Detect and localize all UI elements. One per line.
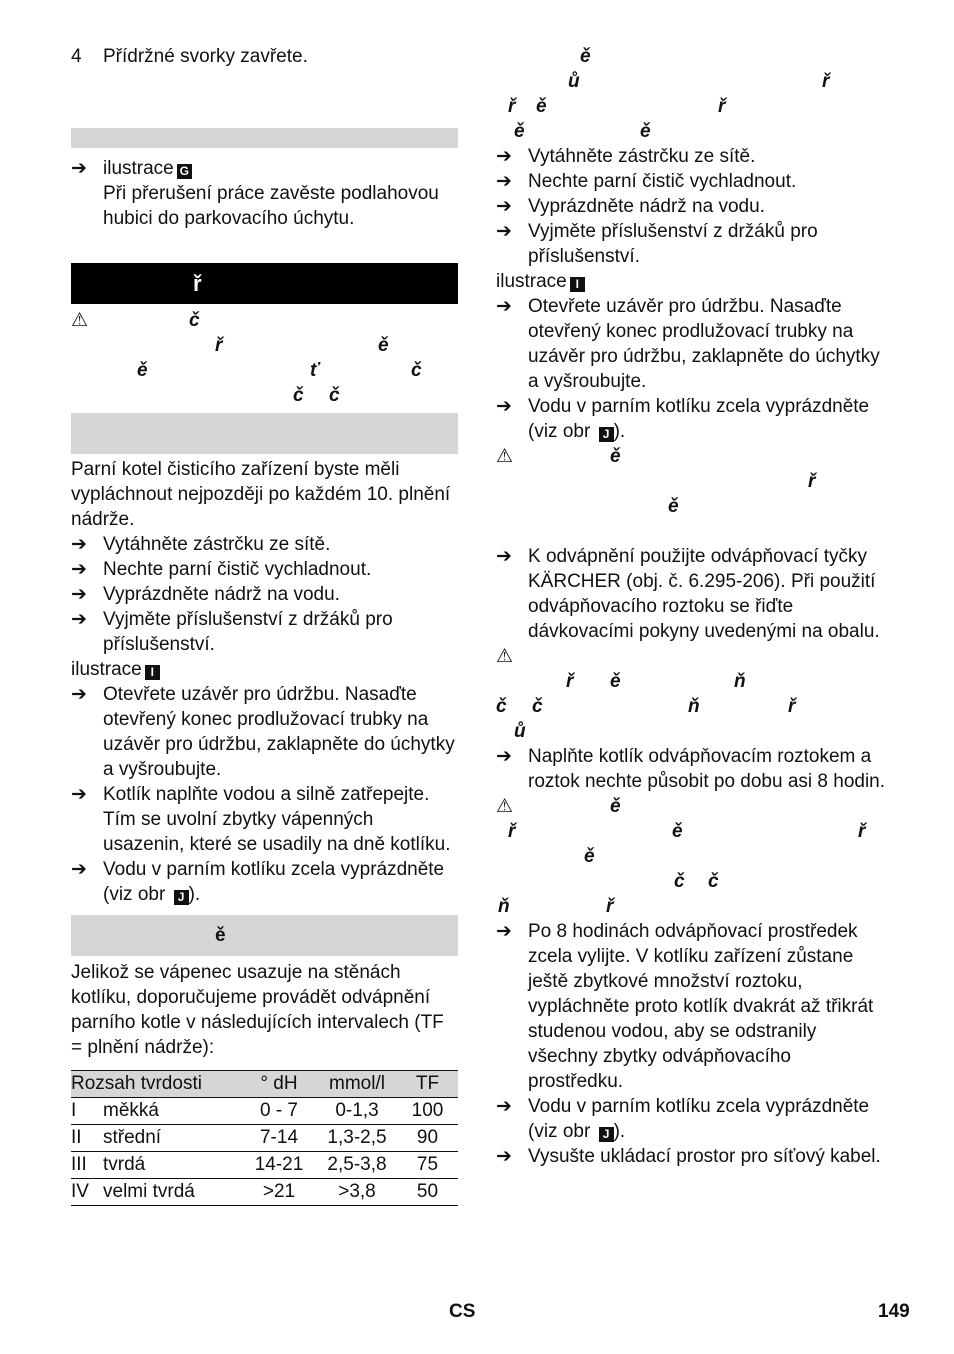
page-number: 149 — [878, 1301, 910, 1322]
warning-line-3: ě ť č — [137, 360, 422, 381]
warning-line-2: ř ě — [215, 335, 389, 356]
figure-i-reference: ilustrace I — [496, 269, 886, 294]
list-item: ➔ Vyjměte příslušenství z držáků pro příslušenství. — [71, 609, 393, 655]
gray-heading-rinse — [71, 413, 458, 454]
warning-line-1: ⚠ č — [71, 310, 200, 331]
right-bullets-1 — [496, 144, 886, 269]
figure-g-box: G — [177, 164, 192, 179]
step-number: 4 — [71, 46, 82, 67]
arrow-bullet-icon: ➔ — [71, 609, 87, 630]
list-item: ➔ Vysušte ukládací prostor pro síťový kabel. — [496, 1146, 881, 1167]
list-item: ➔ Vyprázdněte nádrž na vodu. — [496, 196, 765, 217]
arrow-bullet-icon: ➔ — [71, 784, 87, 805]
list-item: ➔ K odvápnění použijte odvápňovací tyčky KÄRCHER (obj. č. 6.295-206). Při použití odvápňovacího roztoku se řiďte dávkovacími pokyny uvedenými na obalu. — [496, 546, 880, 642]
step-text: Přídržné svorky zavřete. — [103, 46, 308, 67]
arrow-bullet-icon: ➔ — [496, 921, 512, 942]
list-item: ➔ Vytáhněte zástrčku ze sítě. — [71, 534, 331, 555]
figure-g-text: Při přerušení práce zavěste podlahovou hubici do parkovacího úchytu. — [103, 183, 439, 229]
caution-line-2: ř ě ň — [566, 671, 746, 692]
arrow-bullet-icon: ➔ — [496, 396, 512, 417]
right-bullets-3 — [496, 919, 886, 1169]
figure-i-reference: ilustrace I — [71, 657, 458, 682]
glyph-line-1: ě — [580, 46, 591, 67]
arrow-bullet-icon: ➔ — [71, 158, 87, 179]
list-item: ➔ Vodu v parním kotlíku zcela vyprázdněte (viz obr J ). — [496, 396, 870, 442]
list-item: ➔ Otevřete uzávěr pro údržbu. Nasaďte otevřený konec prodlužovací trubky na uzávěr pro údržbu, zaklapněte do úchytky a vyšroubujte. — [71, 684, 455, 780]
warning2-line-4: č č — [674, 871, 719, 892]
warning-triangle-icon: ⚠ — [71, 310, 89, 331]
caution-line-4: ů — [514, 721, 526, 742]
rinse-intro-text: Parní kotel čisticího zařízení byste měli vypláchnout nejpozději po každém 10. plnění nádrže. — [71, 459, 451, 530]
list-item: ➔ Naplňte kotlík odvápňovacím roztokem a roztok nechte působit po dobu asi 8 hodin. — [496, 746, 886, 792]
warning2-line-1: ⚠ ě — [496, 796, 621, 817]
section-heading-black: ř — [71, 263, 458, 304]
warning-line-3: ě — [668, 496, 679, 517]
table-row: IV velmi tvrdá >21 >3,8 50 — [71, 1179, 458, 1206]
arrow-bullet-icon: ➔ — [496, 221, 512, 242]
gray-heading-descale: ě — [71, 915, 458, 956]
arrow-bullet-icon: ➔ — [496, 171, 512, 192]
list-item: ➔ Vytáhněte zástrčku ze sítě. — [496, 146, 756, 167]
arrow-bullet-icon: ➔ — [71, 684, 87, 705]
table-row: II střední 7-14 1,3-2,5 90 — [71, 1125, 458, 1152]
arrow-bullet-icon: ➔ — [496, 196, 512, 217]
warning-triangle-icon: ⚠ — [496, 796, 514, 817]
warning-line-4: č č — [293, 385, 340, 406]
glyph-line-2: ů ř — [568, 71, 830, 92]
figure-label: ilustrace — [103, 158, 174, 179]
list-item: ➔ Kotlík naplňte vodou a silně zatřepejte. Tím se uvolní zbytky vápenných usazenin, které se usadily na dně kotlíku. — [71, 784, 451, 855]
warning-line-2: ř — [808, 471, 816, 492]
left-column — [71, 44, 458, 1206]
glyph-line-4: ě ě — [514, 121, 651, 142]
list-item: ➔ Otevřete uzávěr pro údržbu. Nasaďte otevřený konec prodlužovací trubky na uzávěr pro údržbu, zaklapněte do úchytky a vyšroubujte. — [496, 296, 880, 392]
list-item: ➔ Vyprázdněte nádrž na vodu. — [71, 584, 340, 605]
gray-divider — [71, 128, 458, 148]
warning-triangle-icon: ⚠ — [496, 646, 514, 667]
rinse-bullets-2 — [71, 682, 458, 907]
warning-triangle-icon: ⚠ — [496, 446, 514, 467]
figure-j-box: J — [599, 427, 614, 442]
figure-g-instruction — [71, 156, 458, 231]
caution-line-1 — [496, 644, 886, 669]
list-item: ➔ Nechte parní čistič vychladnout. — [71, 559, 372, 580]
warning2-line-2: ř ě ř — [508, 821, 866, 842]
arrow-bullet-icon: ➔ — [71, 559, 87, 580]
figure-i-box: I — [145, 665, 160, 680]
figure-j-box: J — [174, 890, 189, 905]
list-item: ➔ Vodu v parním kotlíku zcela vyprázdněte (viz obr J ). — [71, 859, 445, 905]
list-item: ➔ Nechte parní čistič vychladnout. — [496, 171, 797, 192]
arrow-bullet-icon: ➔ — [496, 1096, 512, 1117]
list-item: ➔ Vodu v parním kotlíku zcela vyprázdněte (viz obr J ). — [496, 1096, 870, 1142]
descale-intro-text: Jelikož se vápenec usazuje na stěnách kotlíku, doporučujeme provádět odvápnění parního kotle v následujících intervalech (TF = plnění nádrže): — [71, 962, 444, 1058]
arrow-bullet-icon: ➔ — [71, 859, 87, 880]
right-column — [496, 44, 886, 1169]
table-header-row: Rozsah tvrdosti ° dH mmol/l TF — [71, 1071, 458, 1098]
warning2-line-3: ě — [584, 846, 595, 867]
arrow-bullet-icon: ➔ — [496, 746, 512, 767]
rinse-bullets-1 — [71, 532, 458, 657]
glyph-line-3: ř ě ř — [508, 96, 726, 117]
table-row: I měkká 0 - 7 0-1,3 100 — [71, 1098, 458, 1125]
list-item: ➔ Vyjměte příslušenství z držáků pro příslušenství. — [496, 221, 818, 267]
arrow-bullet-icon: ➔ — [496, 146, 512, 167]
figure-j-box: J — [599, 1127, 614, 1142]
water-hardness-table — [71, 1070, 458, 1206]
arrow-bullet-icon: ➔ — [71, 534, 87, 555]
warning-line-1: ⚠ ě — [496, 446, 621, 467]
arrow-bullet-icon: ➔ — [71, 584, 87, 605]
right-bullets-2 — [496, 294, 886, 444]
step-4 — [71, 44, 458, 69]
warning2-line-5: ň ř — [498, 896, 614, 917]
list-item: ➔ Po 8 hodinách odvápňovací prostředek zcela vylijte. V kotlíku zařízení zůstane ještě zbytkové množství roztoku, vypláchněte proto kotlík dvakrát až třikrát studenou vodou, aby se odstranily všechny zbytky odvápňovacího prostředku. — [496, 921, 874, 1092]
table-row: III tvrdá 14-21 2,5-3,8 75 — [71, 1152, 458, 1179]
figure-i-box: I — [570, 277, 585, 292]
language-code: CS — [449, 1301, 476, 1322]
arrow-bullet-icon: ➔ — [496, 1146, 512, 1167]
arrow-bullet-icon: ➔ — [496, 546, 512, 567]
caution-line-3: č č ň ř — [496, 696, 796, 717]
arrow-bullet-icon: ➔ — [496, 296, 512, 317]
